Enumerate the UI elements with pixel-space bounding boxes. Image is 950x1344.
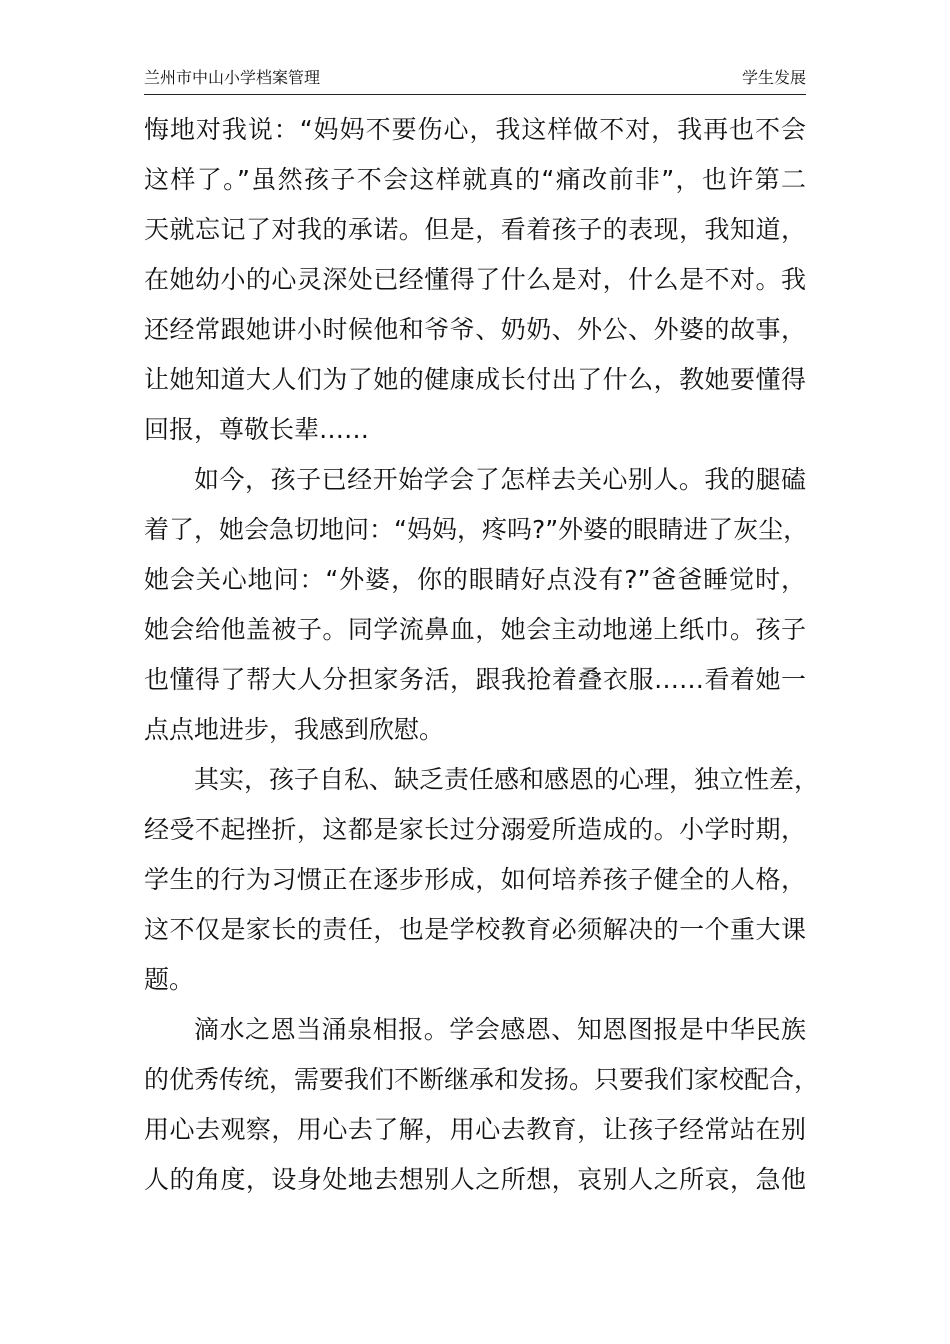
header-section: 学生发展: [741, 68, 806, 87]
text-line: 用心去观察，用心去了解，用心去教育，让孩子经常站在别: [144, 1115, 806, 1144]
text-line: 点点地进步，我感到欣慰。: [144, 715, 445, 744]
text-line: 她会给他盖被子。同学流鼻血，她会主动地递上纸巾。孩子: [144, 615, 806, 644]
text-line: 她会关心地问：“外婆，你的眼睛好点没有?”爸爸睡觉时，: [144, 565, 806, 594]
text-line: 回报，尊敬长辈……: [144, 415, 370, 444]
text-line: 其实，孩子自私、缺乏责任感和感恩的心理，独立性差，: [194, 765, 820, 794]
text-line: 的优秀传统，需要我们不断继承和发扬。只要我们家校配合，: [144, 1065, 820, 1094]
text-line: 悔地对我说：“妈妈不要伤心，我这样做不对，我再也不会: [144, 115, 806, 144]
document-body: [144, 105, 820, 1205]
text-line: 学生的行为习惯正在逐步形成，如何培养孩子健全的人格，: [144, 865, 806, 894]
text-line: 这样了。”虽然孩子不会这样就真的“痛改前非”，也许第二: [144, 165, 806, 194]
page-header: [144, 64, 806, 95]
text-line: 天就忘记了对我的承诺。但是，看着孩子的表现，我知道，: [144, 215, 806, 244]
text-line: 也懂得了帮大人分担家务活，跟我抢着叠衣服……看着她一: [144, 665, 806, 694]
text-line: 还经常跟她讲小时候他和爷爷、奶奶、外公、外婆的故事，: [144, 315, 806, 344]
text-line: 在她幼小的心灵深处已经懂得了什么是对，什么是不对。我: [144, 265, 806, 294]
text-line: 这不仅是家长的责任，也是学校教育必须解决的一个重大课: [144, 915, 806, 944]
text-line: 题。: [144, 965, 195, 994]
text-line: 着了，她会急切地问：“妈妈，疼吗?”外婆的眼睛进了灰尘，: [144, 515, 809, 544]
text-line: 人的角度，设身处地去想别人之所想，哀别人之所哀，急他: [144, 1165, 806, 1194]
header-title: 兰州市中山小学档案管理: [144, 68, 321, 87]
text-line: 如今，孩子已经开始学会了怎样去关心别人。我的腿磕: [194, 465, 806, 494]
text-line: 经受不起挫折，这都是家长过分溺爱所造成的。小学时期，: [144, 815, 806, 844]
text-line: 让她知道大人们为了她的健康成长付出了什么，教她要懂得: [144, 365, 806, 394]
text-line: 滴水之恩当涌泉相报。学会感恩、知恩图报是中华民族: [194, 1015, 806, 1044]
